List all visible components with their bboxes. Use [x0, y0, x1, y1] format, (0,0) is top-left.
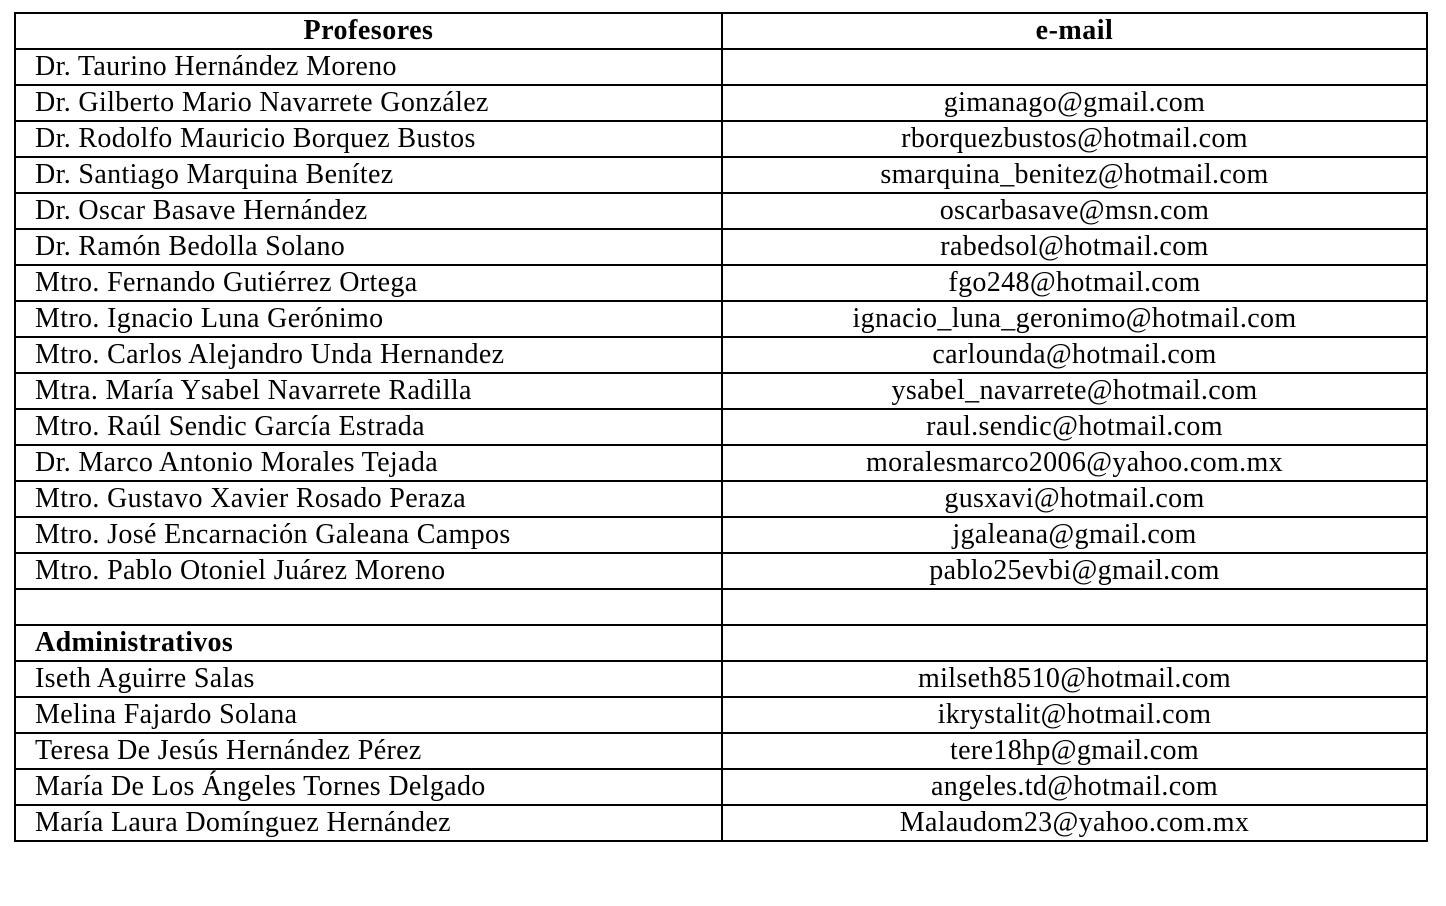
email-cell: ignacio_luna_geronimo@hotmail.com — [722, 301, 1427, 337]
table-row — [15, 481, 1427, 517]
email-cell: ikrystalit@hotmail.com — [722, 697, 1427, 733]
name-cell: Dr. Taurino Hernández Moreno — [15, 49, 722, 85]
table-row — [15, 661, 1427, 697]
table-row — [15, 157, 1427, 193]
name-cell: Mtro. Fernando Gutiérrez Ortega — [15, 265, 722, 301]
table-row — [15, 229, 1427, 265]
name-cell: Mtro. Gustavo Xavier Rosado Peraza — [15, 481, 722, 517]
table-row — [15, 337, 1427, 373]
name-cell: Dr. Santiago Marquina Benítez — [15, 157, 722, 193]
name-cell: Mtra. María Ysabel Navarrete Radilla — [15, 373, 722, 409]
name-cell: Iseth Aguirre Salas — [15, 661, 722, 697]
table-row — [15, 373, 1427, 409]
table-row — [15, 409, 1427, 445]
table-row — [15, 265, 1427, 301]
name-cell: Dr. Ramón Bedolla Solano — [15, 229, 722, 265]
table-row — [15, 49, 1427, 85]
empty-cell — [15, 589, 722, 625]
email-cell: rborquezbustos@hotmail.com — [722, 121, 1427, 157]
table-row — [15, 733, 1427, 769]
email-cell: gusxavi@hotmail.com — [722, 481, 1427, 517]
name-cell: Mtro. Raúl Sendic García Estrada — [15, 409, 722, 445]
table-row — [15, 193, 1427, 229]
header-profesores: Profesores — [15, 13, 722, 49]
email-cell: angeles.td@hotmail.com — [722, 769, 1427, 805]
table-row — [15, 121, 1427, 157]
email-cell: jgaleana@gmail.com — [722, 517, 1427, 553]
name-cell: Mtro. Carlos Alejandro Unda Hernandez — [15, 337, 722, 373]
email-cell: smarquina_benitez@hotmail.com — [722, 157, 1427, 193]
contacts-table — [14, 12, 1428, 842]
table-row — [15, 445, 1427, 481]
table-row — [15, 517, 1427, 553]
email-cell: Malaudom23@yahoo.com.mx — [722, 805, 1427, 841]
name-cell: Dr. Oscar Basave Hernández — [15, 193, 722, 229]
table-row — [15, 301, 1427, 337]
email-cell: pablo25evbi@gmail.com — [722, 553, 1427, 589]
name-cell: Mtro. Ignacio Luna Gerónimo — [15, 301, 722, 337]
email-cell: tere18hp@gmail.com — [722, 733, 1427, 769]
table-row — [15, 553, 1427, 589]
empty-cell — [722, 625, 1427, 661]
table-row — [15, 805, 1427, 841]
empty-row — [15, 589, 1427, 625]
name-cell: Mtro. José Encarnación Galeana Campos — [15, 517, 722, 553]
name-cell: Dr. Rodolfo Mauricio Borquez Bustos — [15, 121, 722, 157]
section-title-administrativos: Administrativos — [15, 625, 722, 661]
name-cell: María De Los Ángeles Tornes Delgado — [15, 769, 722, 805]
section-header-row — [15, 625, 1427, 661]
name-cell: Melina Fajardo Solana — [15, 697, 722, 733]
name-cell: Mtro. Pablo Otoniel Juárez Moreno — [15, 553, 722, 589]
name-cell: María Laura Domínguez Hernández — [15, 805, 722, 841]
name-cell: Teresa De Jesús Hernández Pérez — [15, 733, 722, 769]
email-cell: fgo248@hotmail.com — [722, 265, 1427, 301]
email-cell — [722, 49, 1427, 85]
table-row — [15, 85, 1427, 121]
empty-cell — [722, 589, 1427, 625]
name-cell: Dr. Gilberto Mario Navarrete González — [15, 85, 722, 121]
email-cell: ysabel_navarrete@hotmail.com — [722, 373, 1427, 409]
table-row — [15, 769, 1427, 805]
header-email: e-mail — [722, 13, 1427, 49]
email-cell: carlounda@hotmail.com — [722, 337, 1427, 373]
email-cell: moralesmarco2006@yahoo.com.mx — [722, 445, 1427, 481]
header-row — [15, 13, 1427, 49]
email-cell: oscarbasave@msn.com — [722, 193, 1427, 229]
name-cell: Dr. Marco Antonio Morales Tejada — [15, 445, 722, 481]
email-cell: raul.sendic@hotmail.com — [722, 409, 1427, 445]
table-row — [15, 697, 1427, 733]
email-cell: milseth8510@hotmail.com — [722, 661, 1427, 697]
email-cell: rabedsol@hotmail.com — [722, 229, 1427, 265]
email-cell: gimanago@gmail.com — [722, 85, 1427, 121]
